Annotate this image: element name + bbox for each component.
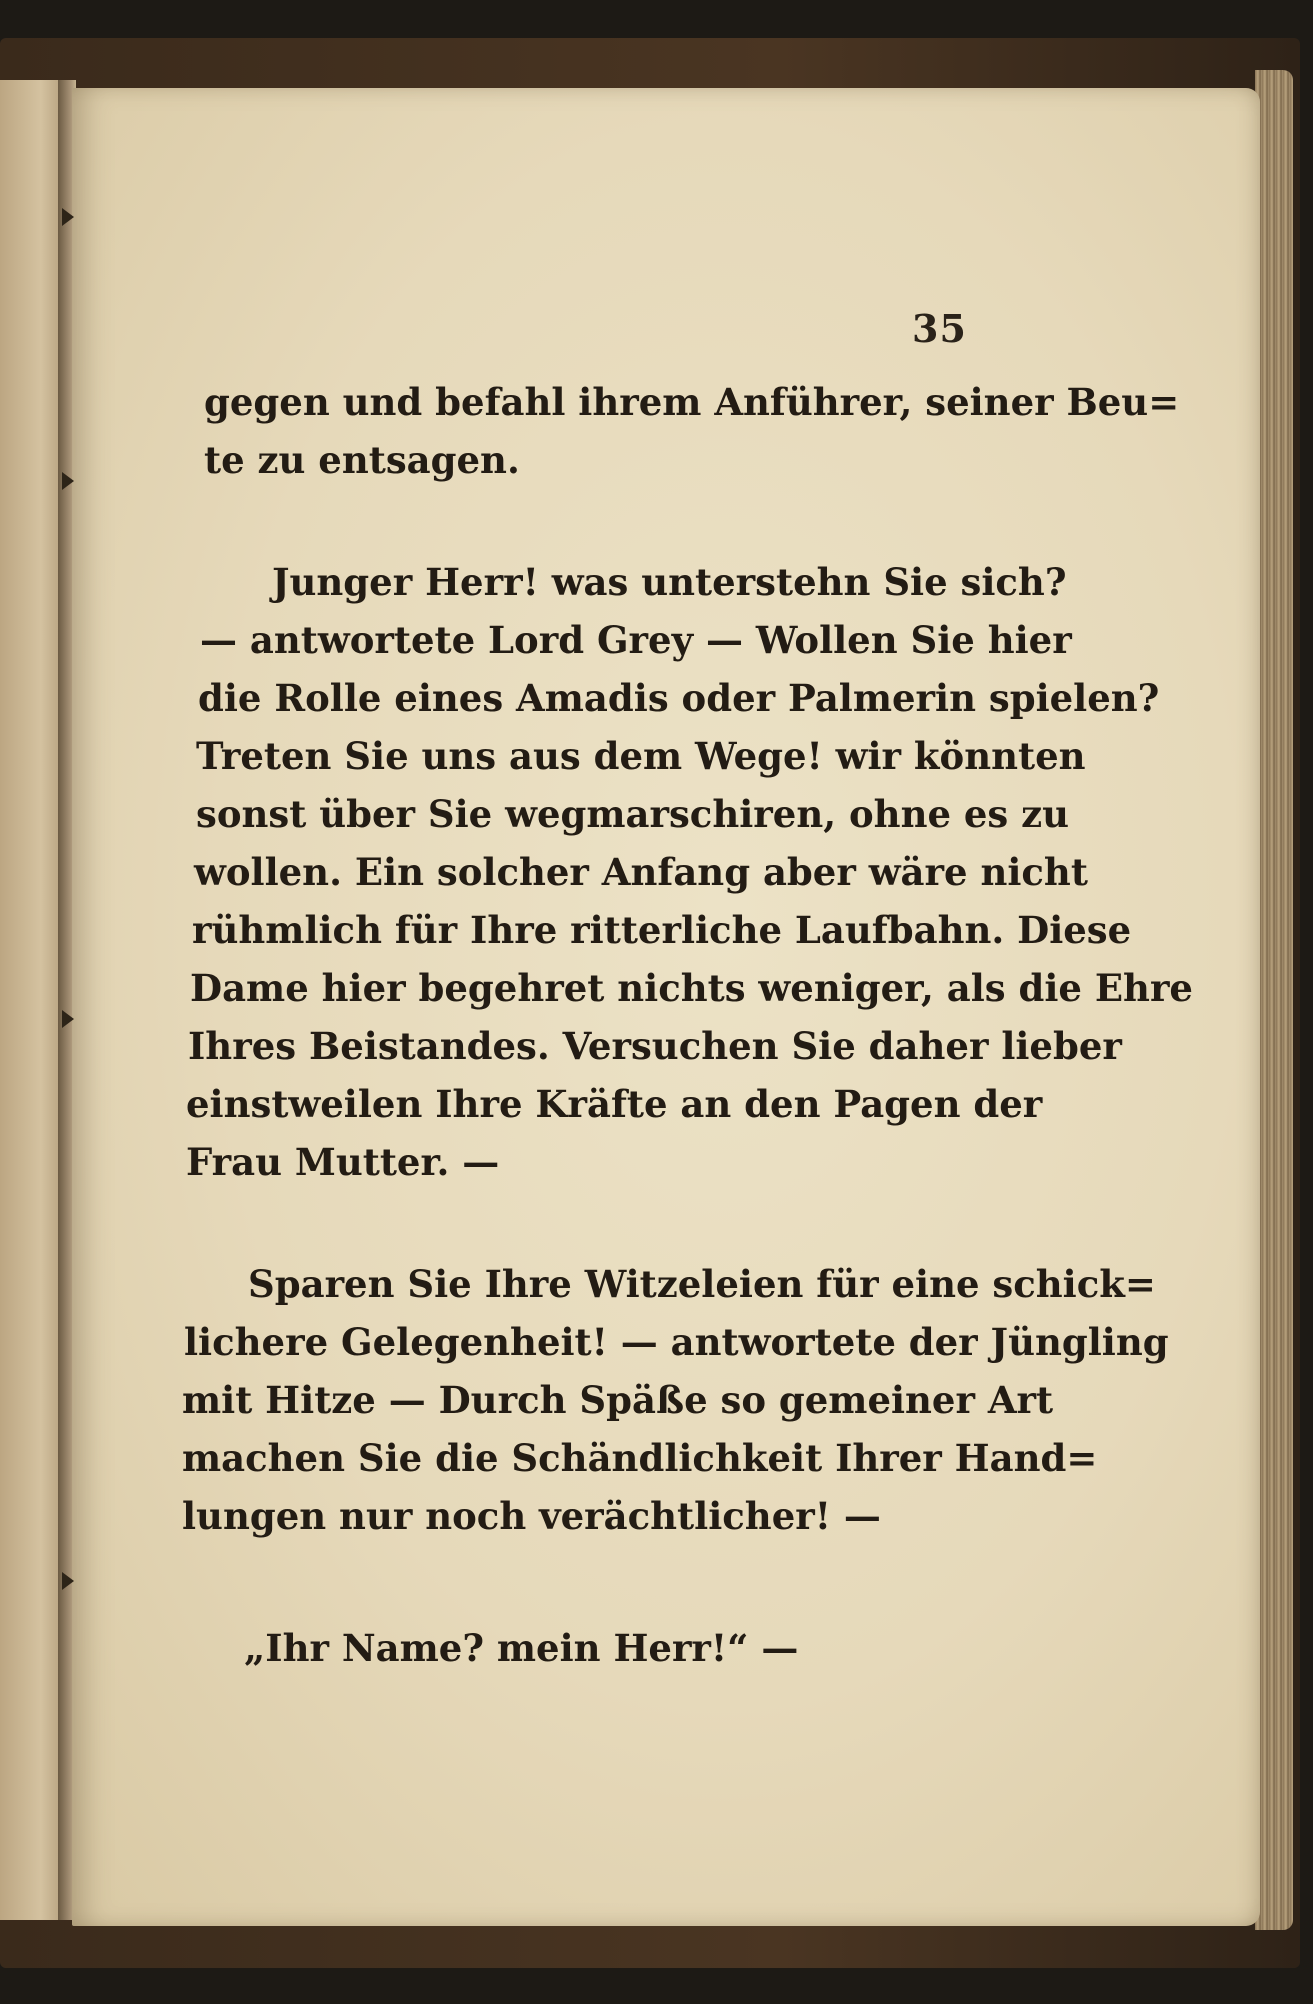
text-line: lungen nur noch verächtlicher! — (182, 1494, 881, 1538)
text-line: wollen. Ein solcher Anfang aber wäre nicht (194, 850, 1088, 894)
text-line: rühmlich für Ihre ritterliche Laufbahn. Diese (192, 908, 1132, 952)
text-line: Dame hier begehret nichts weniger, als die Ehre (190, 966, 1193, 1010)
text-line: die Rolle eines Amadis oder Palmerin spielen? (198, 676, 1160, 720)
text-line: gegen und befahl ihrem Anführer, seiner Beu= (204, 380, 1180, 424)
text-line: Ihres Beistandes. Versuchen Sie daher lieber (188, 1024, 1122, 1068)
text-line: einstweilen Ihre Kräfte an den Pagen der (186, 1082, 1043, 1126)
text-line: Sparen Sie Ihre Witzeleien für eine schick= (248, 1262, 1156, 1306)
text-line: mit Hitze — Durch Späße so gemeiner Art (182, 1378, 1054, 1422)
text-line: lichere Gelegenheit! — antwortete der Jüngling (184, 1320, 1169, 1364)
page-number: 35 (912, 306, 967, 351)
text-line: machen Sie die Schändlichkeit Ihrer Hand= (182, 1436, 1098, 1480)
text-line: Junger Herr! was unterstehn Sie sich? (272, 560, 1067, 604)
text-line: Frau Mutter. — (186, 1140, 500, 1184)
text-line: Treten Sie uns aus dem Wege! wir könnten (196, 734, 1086, 778)
text-line: te zu entsagen. (204, 438, 520, 482)
text-line: sonst über Sie wegmarschiren, ohne es zu (196, 792, 1070, 836)
text-line: — antwortete Lord Grey — Wollen Sie hier (200, 618, 1072, 662)
text-line: „Ihr Name? mein Herr!“ — (244, 1626, 799, 1670)
